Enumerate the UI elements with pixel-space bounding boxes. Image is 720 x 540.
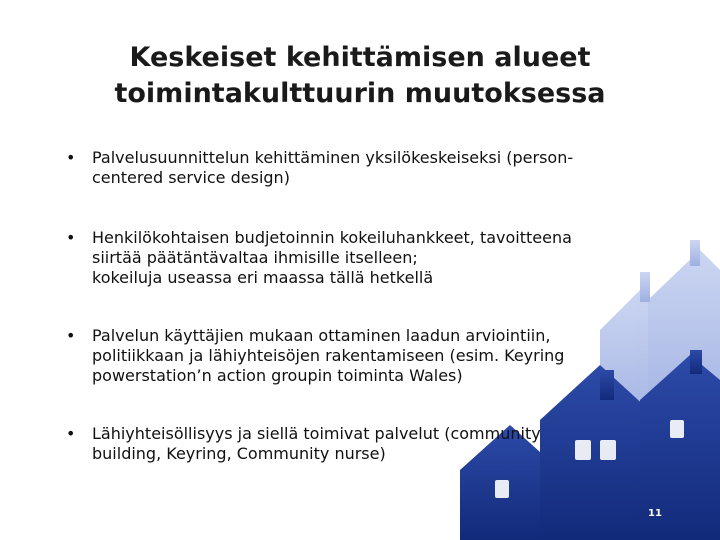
bullet-text-line: kokeiluja useassa eri maassa tällä hetkellä	[92, 268, 434, 287]
bullet-dot-icon: •	[66, 424, 76, 443]
bullet-text-line: Henkilökohtaisen budjetoinnin kokeiluhankkeet, tavoitteena	[92, 228, 572, 247]
bullet-dot-icon: •	[66, 148, 76, 167]
bullet-item	[66, 424, 541, 464]
slide-title-line: Keskeiset kehittämisen alueet	[129, 42, 591, 73]
bullet-text-line: Palvelun käyttäjien mukaan ottaminen laadun arviointiin,	[92, 326, 551, 345]
slide-title	[60, 40, 660, 112]
slide-title-line: toimintakulttuurin muutoksessa	[114, 78, 606, 109]
bullet-text-line: Palvelusuunnittelun kehittäminen yksilökeskeiseksi (person-	[92, 148, 574, 167]
bullet-dot-icon: •	[66, 326, 76, 345]
bullet-item	[66, 228, 572, 288]
bullet-item	[66, 326, 564, 386]
bullet-text-line: siirtää päätäntävaltaa ihmisille itselleen;	[92, 248, 418, 267]
bullet-text-line: centered service design)	[92, 168, 290, 187]
bullet-text-line: powerstation’n action groupin toiminta Wales)	[92, 366, 463, 385]
bullet-text-line: politiikkaan ja lähiyhteisöjen rakentamiseen (esim. Keyring	[92, 346, 565, 365]
bullet-text-line: building, Keyring, Community nurse)	[92, 444, 386, 463]
bullet-dot-icon: •	[66, 228, 76, 247]
bullet-item	[66, 148, 573, 188]
bullet-text-line: Lähiyhteisöllisyys ja siellä toimivat palvelut (community	[92, 424, 541, 443]
page-number: 11	[648, 508, 662, 519]
